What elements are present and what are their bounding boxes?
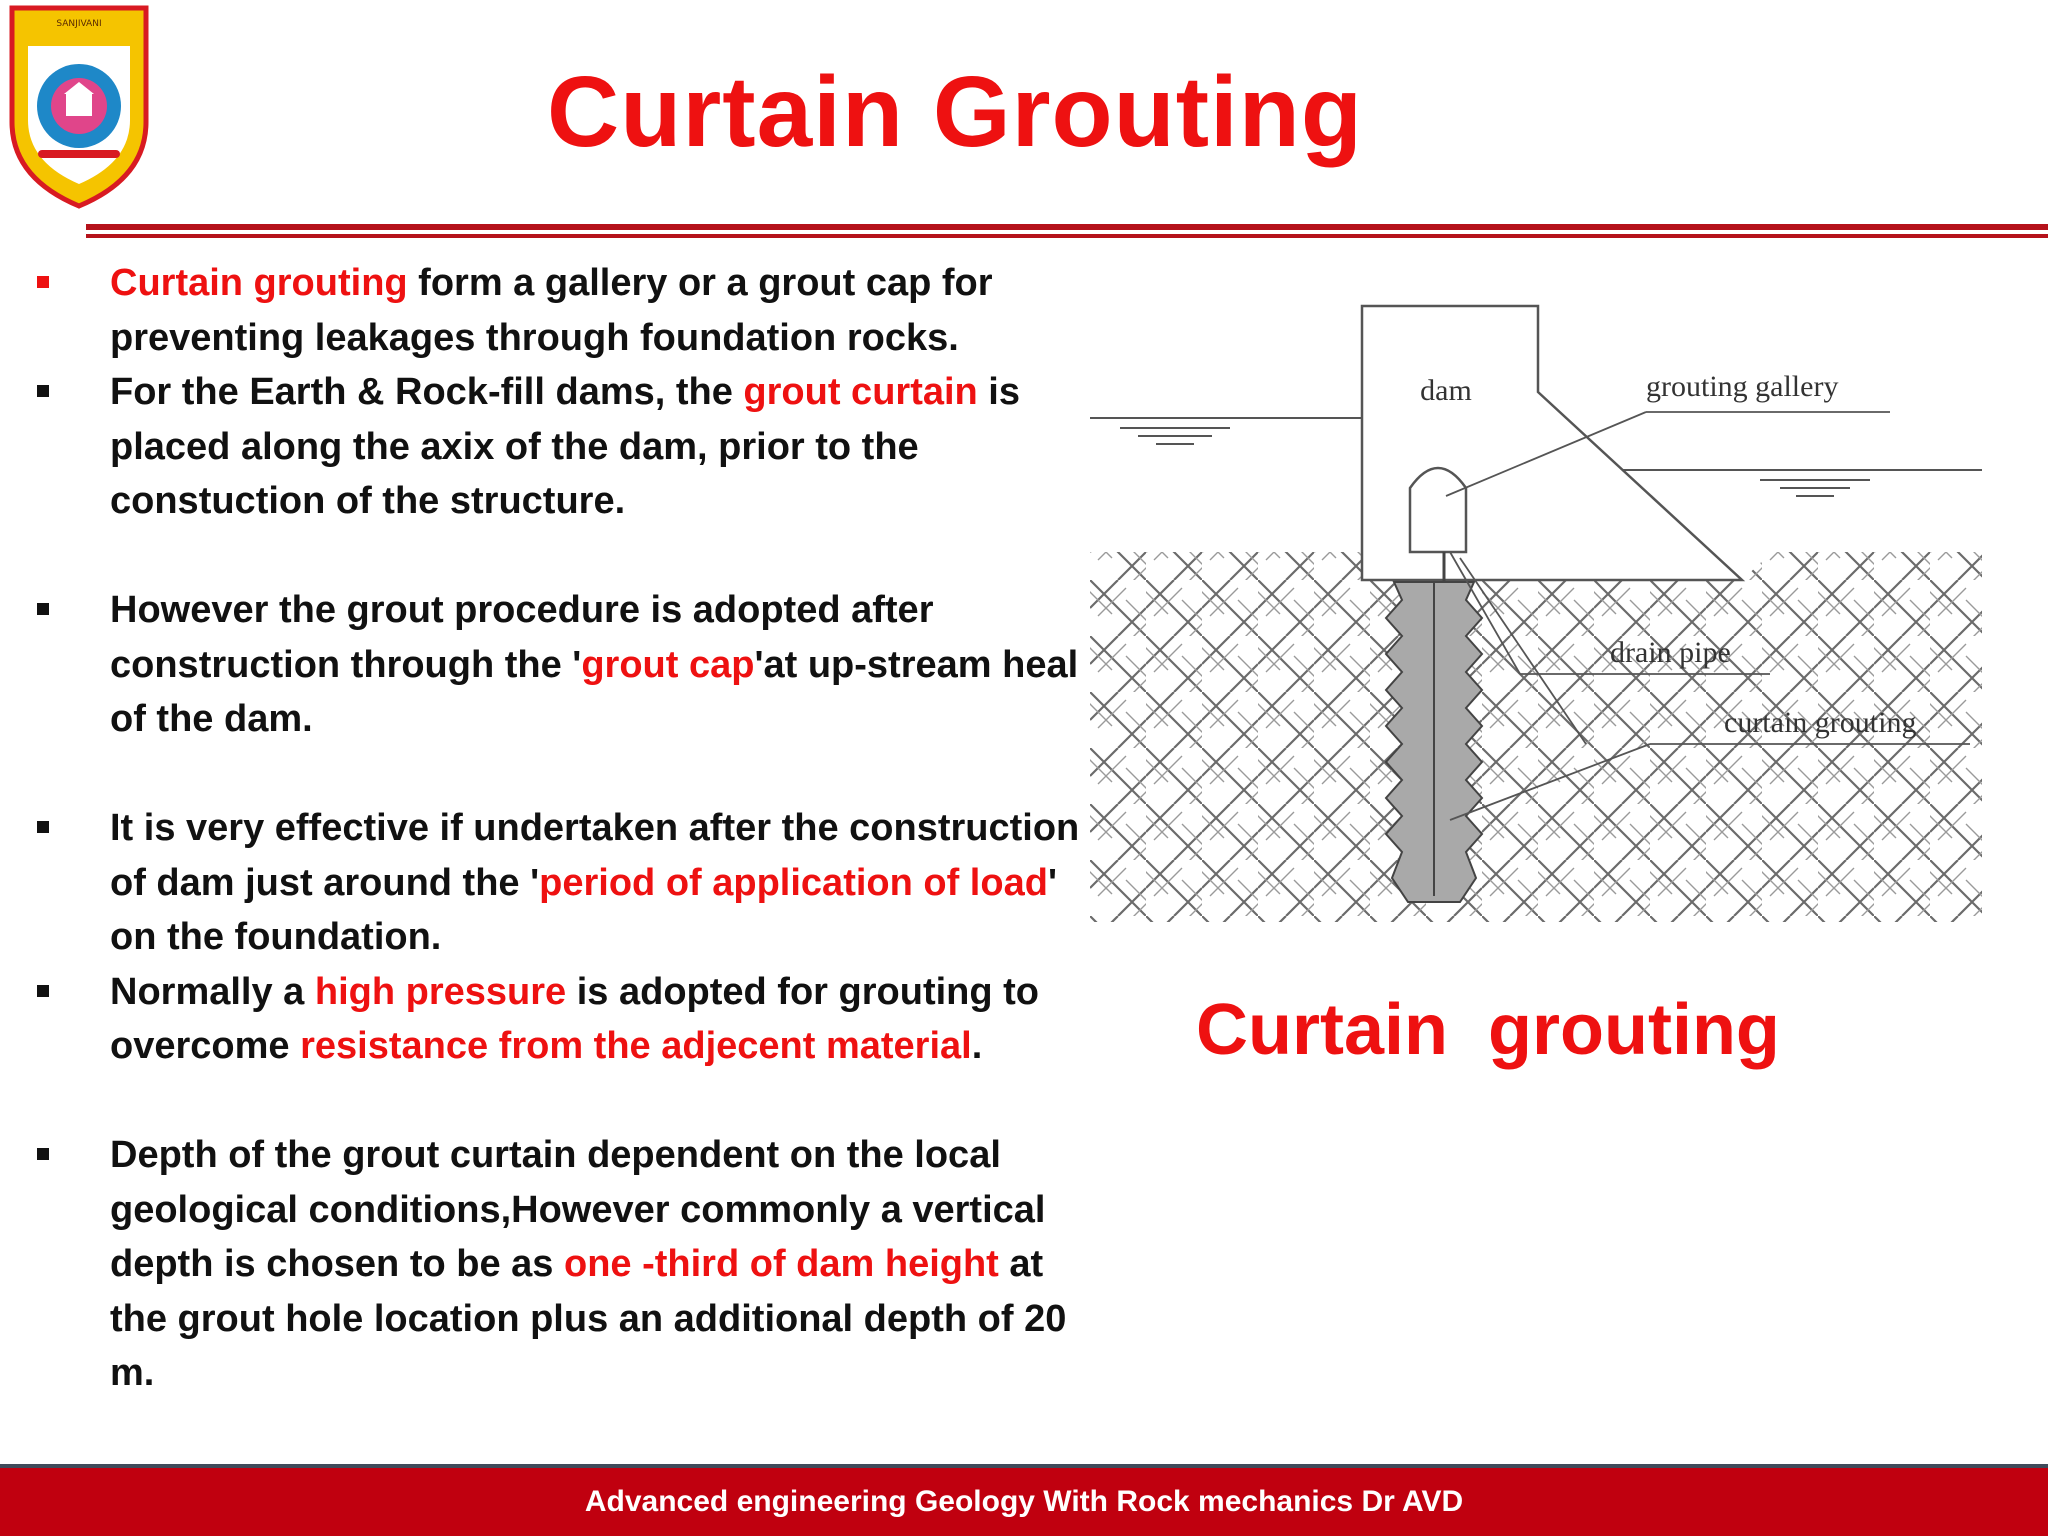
bullet-text: form a gallery or a grout cap for preventing leakages through foundation rocks. [110,262,993,359]
bullet-text: ' on the foundation. [110,861,1057,958]
bullet-marker-icon [37,821,49,833]
bullet-text: . [971,1025,983,1067]
highlight-text: period of application of load [539,861,1048,904]
bullet-marker-icon [37,603,49,615]
highlight-text: high pressure [314,970,567,1013]
bullet-marker-icon [37,385,49,397]
highlight-text: grout curtain [743,371,978,413]
bullet-marker-icon [37,985,49,997]
bullet-text: is adopted for grouting to overcome [110,970,1040,1067]
title-rule-secondary [86,234,2048,238]
label-grouting-gallery: grouting gallery [1646,370,1839,403]
label-curtain-grouting: curtain grouting [1724,706,1917,739]
diagram-caption: Curtain grouting [1196,990,1780,1070]
highlight-text: grout cap [581,643,755,686]
title-rule [86,224,2048,230]
slide-title: Curtain Grouting [547,56,1363,168]
bullet-text: is placed along the axix of the dam, prior to the constuction of the structure. [110,371,1020,522]
bullet-text: For the Earth & Rock-fill dams, the [110,371,744,413]
bullet-item [30,365,1090,529]
logo-text: SANJIVANI [56,19,102,29]
bullet-text: at the grout hole location plus an additional depth of 20 m. [110,1243,1067,1394]
curtain-grouting-diagram [1090,300,1982,922]
highlight-text: resistance from the adjecent material [300,1025,972,1067]
highlight-text: Curtain grouting [110,262,408,304]
grouting-gallery [1410,468,1466,552]
bullet-item [30,801,1090,965]
label-drain-pipe: drain pipe [1610,636,1731,669]
bullet-text: It is very effective if undertaken after the construction of dam just around the ' [110,807,1080,904]
bullet-text: However the grout procedure is adopted after construction through the ' [110,589,934,686]
highlight-text: one -third of dam height [563,1243,999,1285]
bullet-text: 'at up-stream heal of the dam. [110,643,1079,740]
bullet-item [30,1128,1090,1401]
bullet-list [30,256,1090,1401]
bullet-item [30,256,1090,365]
footer-text: Advanced engineering Geology With Rock mechanics Dr AVD [584,1485,1464,1518]
bullet-marker-icon [37,276,49,288]
label-dam: dam [1420,374,1472,407]
bullet-text: Normally a [110,970,315,1013]
bullet-item [30,965,1090,1074]
bullet-text: Depth of the grout curtain dependent on the local geological conditions,However commonly a vertical depth is chosen to be as [110,1134,1046,1285]
bullet-marker-icon [37,1148,49,1160]
bullet-item [30,583,1090,747]
footer-bar [0,1464,2048,1536]
